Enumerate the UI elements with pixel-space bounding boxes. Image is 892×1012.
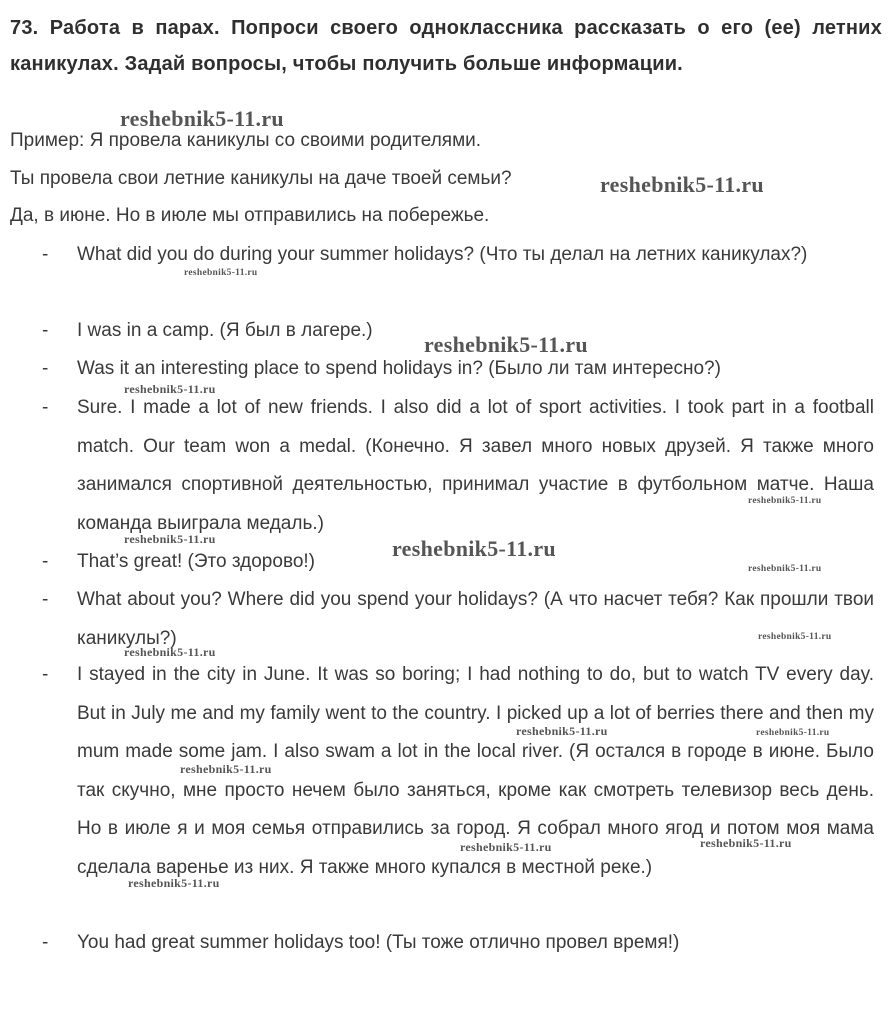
watermark: reshebnik5-11.ru bbox=[120, 106, 284, 131]
watermark: reshebnik5-11.ru bbox=[748, 496, 822, 506]
watermark: reshebnik5-11.ru bbox=[460, 840, 552, 854]
watermark: reshebnik5-11.ru bbox=[392, 536, 556, 561]
dialogue-dash: - bbox=[42, 244, 49, 265]
task-heading: 73. Работа в парах. Попроси своего одноклассника рассказать о его (ее) летних каникулах. Задай вопросы, чтобы получить больше информации. bbox=[10, 17, 882, 75]
example-line-1: Пример: Я провела каникулы со своими родителями. bbox=[10, 130, 482, 151]
watermark: reshebnik5-11.ru bbox=[756, 728, 830, 738]
dialogue-item: You had great summer holidays too! (Ты тоже отлично провел время!) bbox=[77, 932, 680, 953]
watermark: reshebnik5-11.ru bbox=[700, 836, 792, 850]
dialogue-item: I was in a camp. (Я был в лагере.) bbox=[77, 320, 373, 341]
dialogue-item: Was it an interesting place to spend holidays in? (Было ли там интересно?) bbox=[77, 358, 721, 379]
watermark: reshebnik5-11.ru bbox=[124, 382, 216, 396]
dialogue-dash: - bbox=[42, 320, 49, 341]
watermark: reshebnik5-11.ru bbox=[516, 724, 608, 738]
dialogue-dash: - bbox=[42, 551, 49, 572]
dialogue-item: What did you do during your summer holidays? (Что ты делал на летних каникулах?) bbox=[77, 244, 808, 265]
watermark: reshebnik5-11.ru bbox=[748, 564, 822, 574]
watermark: reshebnik5-11.ru bbox=[758, 632, 832, 642]
watermark: reshebnik5-11.ru bbox=[124, 645, 216, 659]
watermark: reshebnik5-11.ru bbox=[128, 876, 220, 890]
watermark: reshebnik5-11.ru bbox=[600, 172, 764, 197]
watermark: reshebnik5-11.ru bbox=[180, 762, 272, 776]
dialogue-item: That’s great! (Это здорово!) bbox=[77, 551, 315, 572]
example-line-2: Ты провела свои летние каникулы на даче твоей семьи? bbox=[10, 168, 512, 189]
example-line-3: Да, в июне. Но в июле мы отправились на побережье. bbox=[10, 205, 490, 226]
watermark: reshebnik5-11.ru bbox=[124, 532, 216, 546]
dialogue-dash: - bbox=[42, 932, 49, 953]
dialogue-item: What about you? Where did you spend your holidays? (А что насчет тебя? Как прошли твои каникулы?) bbox=[77, 589, 874, 649]
dialogue-dash: - bbox=[42, 664, 49, 685]
dialogue-dash: - bbox=[42, 397, 49, 418]
dialogue-item: I stayed in the city in June. It was so boring; I had nothing to do, but to watch TV every day. But in July me and my family went to the country. I picked up a lot of berries there and then my mum made some jam. I also swam a lot in the local river. (Я остался в городе в июне. Было так скучно, мне просто нечем было заняться, кроме как смотреть телевизор весь день. Но в июле я и моя семья отправились за город. Я собрал много ягод и потом моя мама сделала варенье из них. Я также много купался в местной реке.) bbox=[77, 664, 874, 878]
watermark: reshebnik5-11.ru bbox=[424, 332, 588, 357]
dialogue-dash: - bbox=[42, 358, 49, 379]
dialogue-dash: - bbox=[42, 589, 49, 610]
watermark: reshebnik5-11.ru bbox=[184, 268, 258, 278]
dialogue-item: Sure. I made a lot of new friends. I also did a lot of sport activities. I took part in a football match. Our team won a medal. (Конечно. Я завел много новых друзей. Я также много занимался спортивной деятельностью, принимал участие в футбольном матче. Наша команда выиграла медаль.) bbox=[77, 397, 874, 534]
